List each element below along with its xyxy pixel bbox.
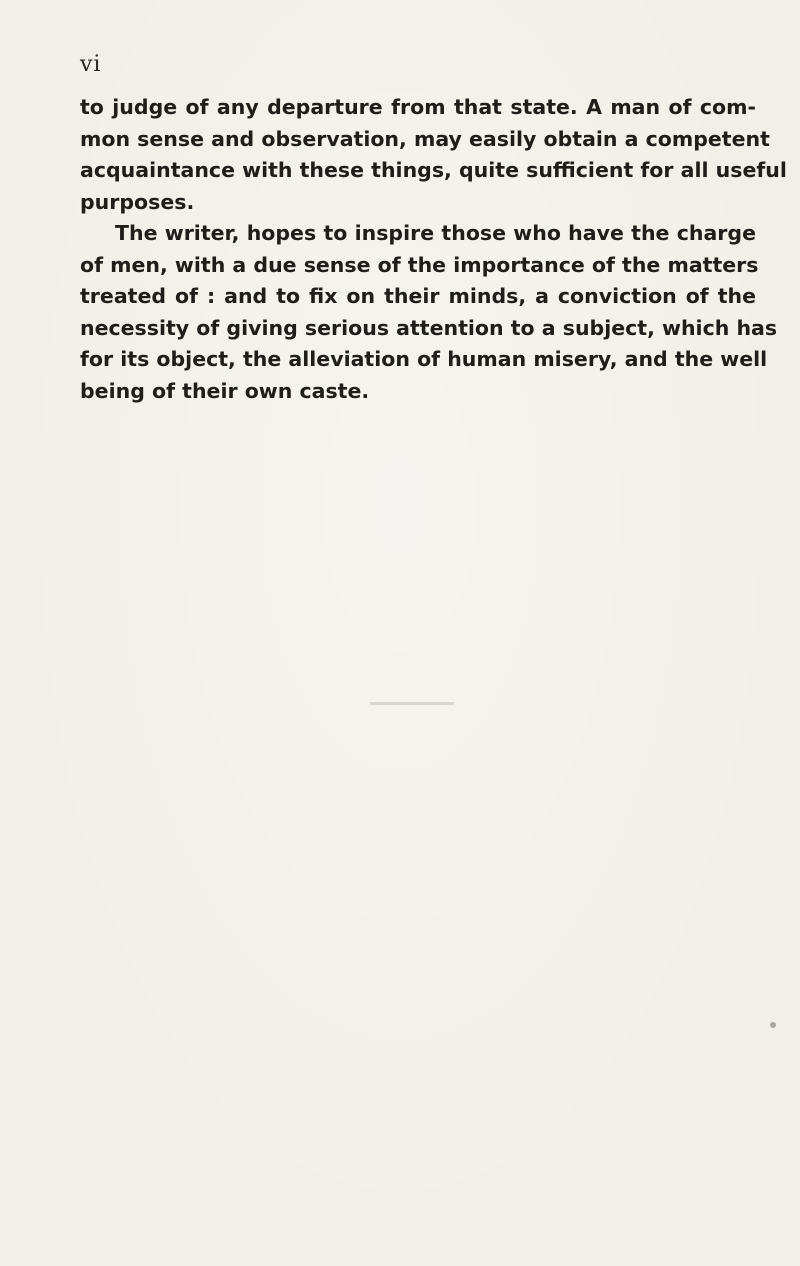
text-line: The writer, hopes to inspire those who have the charge <box>115 221 756 245</box>
text-line: for its object, the alleviation of human misery, and the well <box>80 347 768 371</box>
text-line: of men, with a due sense of the importance of the matters <box>80 252 759 277</box>
text-line: treated of : and to fix on their minds, a conviction of the <box>80 284 756 308</box>
text-line: necessity of giving serious attention to a subject, which has <box>80 315 778 340</box>
text-line: purposes. <box>80 189 195 214</box>
text-line: mon sense and observation, may easily obtain a competent <box>80 126 770 151</box>
faint-rule-mark <box>370 702 454 705</box>
text-line: acquaintance with these things, quite sufficient for all useful <box>80 158 787 182</box>
text-line: being of their own caste. <box>80 378 370 403</box>
show-through-text <box>0 430 800 1170</box>
page-number: vi <box>80 52 102 77</box>
body-text <box>80 92 787 407</box>
text-line: to judge of any departure from that state. A man of com- <box>80 95 756 119</box>
ink-speck <box>770 1022 776 1028</box>
